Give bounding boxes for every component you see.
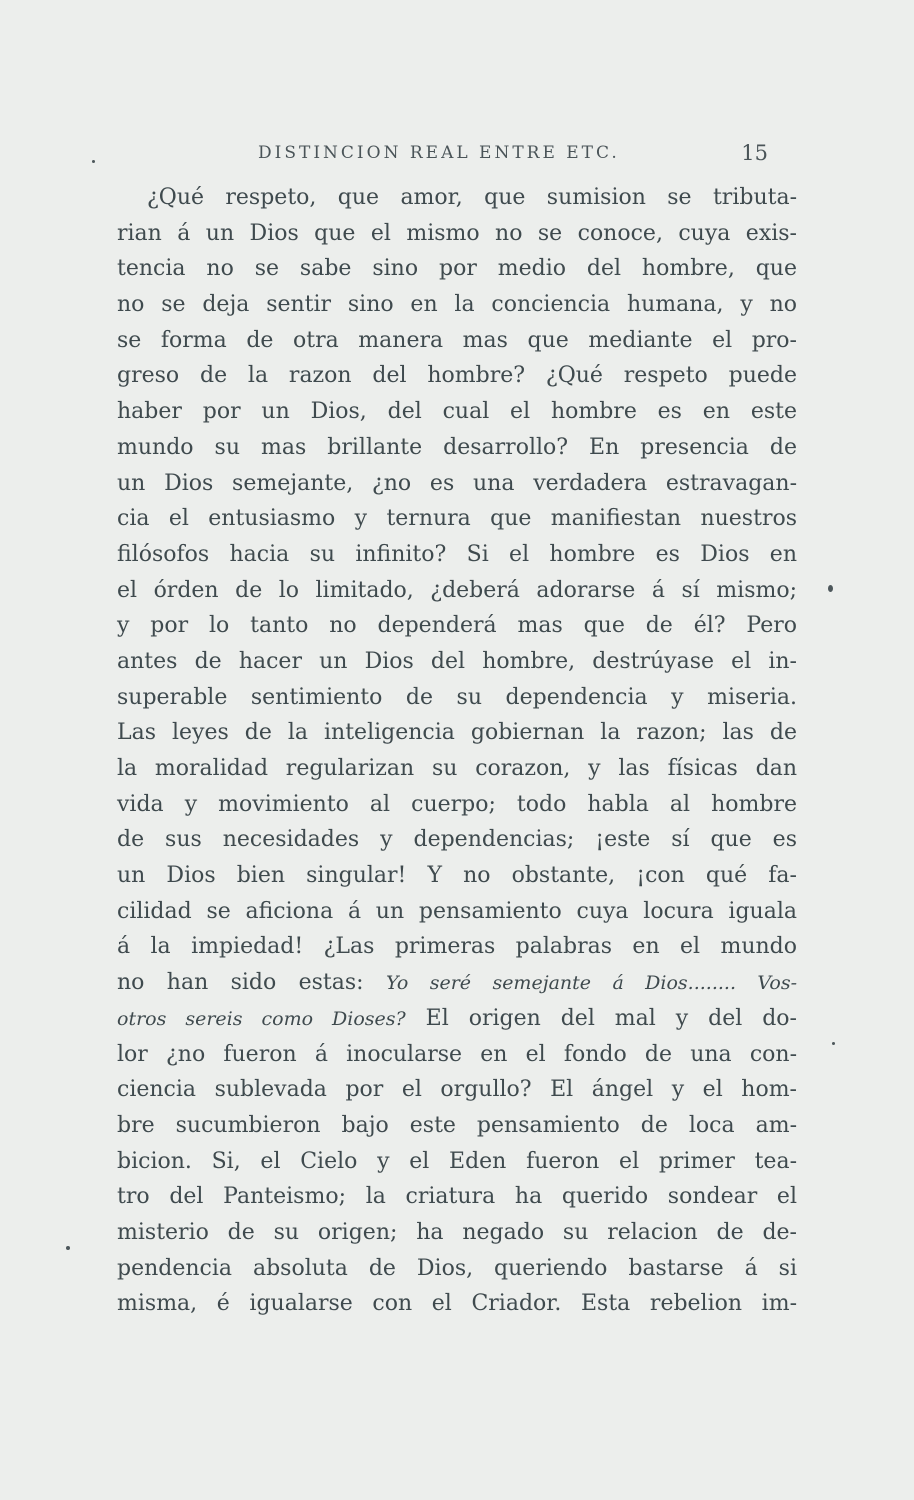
text-line: antes de hacer un Dios del hombre, destrúyase el in-: [117, 648, 797, 674]
text-fragment: no han sido estas:: [117, 970, 364, 996]
ink-speck: [92, 160, 95, 163]
text-line: ¿Qué respeto, que amor, que sumision se tributa-: [147, 185, 797, 210]
text-line: filósofos hacia su infinito? Si el hombre es Dios en: [117, 541, 797, 567]
text-line: cia el entusiasmo y ternura que manifiestan nuestros: [117, 506, 797, 532]
text-line: un Dios semejante, ¿no es una verdadera estravagan-: [117, 470, 797, 496]
italic-quote: otros sereis como Dioses?: [117, 1007, 406, 1030]
text-fragment: El origen del mal y del do-: [425, 1005, 797, 1031]
text-line: tro del Panteismo; la criatura ha querido sondear el: [117, 1184, 797, 1210]
text-line: bre sucumbieron bajo este pensamiento de loca am-: [117, 1112, 797, 1138]
text-line: greso de la razon del hombre? ¿Qué respeto puede: [117, 363, 797, 389]
text-line: á la impiedad! ¿Las primeras palabras en el mundo: [117, 934, 797, 960]
text-line: de sus necesidades y dependencias; ¡este sí que es: [117, 827, 797, 853]
ink-speck: [66, 1246, 70, 1250]
ink-speck: [832, 1042, 835, 1045]
text-line: vida y movimiento al cuerpo; todo habla al hombre: [117, 791, 797, 817]
text-line: y por lo tanto no dependerá mas que de él? Pero: [117, 613, 797, 639]
text-line: rian á un Dios que el mismo no se conoce, cuya exis-: [117, 220, 797, 246]
body-text: [117, 180, 797, 1322]
text-line-with-quote: [117, 965, 797, 1001]
page-header: [258, 143, 798, 173]
page-number: 15: [741, 141, 768, 165]
text-line: tencia no se sabe sino por medio del hombre, que: [117, 256, 797, 282]
text-line: superable sentimiento de su dependencia y miseria.: [117, 684, 797, 710]
text-line: pendencia absoluta de Dios, queriendo bastarse á si: [117, 1255, 797, 1281]
running-title: DISTINCION REAL ENTRE ETC.: [258, 143, 620, 163]
text-line: lor ¿no fueron á inocularse en el fondo de una con-: [117, 1041, 797, 1067]
text-line: Las leyes de la inteligencia gobiernan la razon; las de: [117, 720, 797, 746]
text-line: un Dios bien singular! Y no obstante, ¡con qué fa-: [117, 863, 797, 889]
text-line-with-quote: [117, 1001, 797, 1037]
ink-speck: [828, 585, 833, 592]
text-line: la moralidad regularizan su corazon, y las físicas dan: [117, 756, 797, 781]
text-line: no se deja sentir sino en la conciencia humana, y no: [117, 292, 797, 318]
text-line: se forma de otra manera mas que mediante el pro-: [117, 327, 797, 353]
text-line: cilidad se aficiona á un pensamiento cuya locura iguala: [117, 898, 797, 924]
text-line: bicion. Si, el Cielo y el Eden fueron el primer tea-: [117, 1148, 797, 1174]
text-line: ciencia sublevada por el orgullo? El ángel y el hom-: [117, 1077, 797, 1103]
text-line: misma, é igualarse con el Criador. Esta rebelion im-: [117, 1291, 797, 1317]
text-line: misterio de su origen; ha negado su relacion de de-: [117, 1219, 797, 1245]
text-line: haber por un Dios, del cual el hombre es en este: [117, 399, 797, 425]
text-line: el órden de lo limitado, ¿deberá adorarse á sí mismo;: [117, 577, 797, 603]
italic-quote: Yo seré semejante á Dios........ Vos-: [385, 972, 797, 995]
text-line: mundo su mas brillante desarrollo? En presencia de: [117, 434, 797, 460]
